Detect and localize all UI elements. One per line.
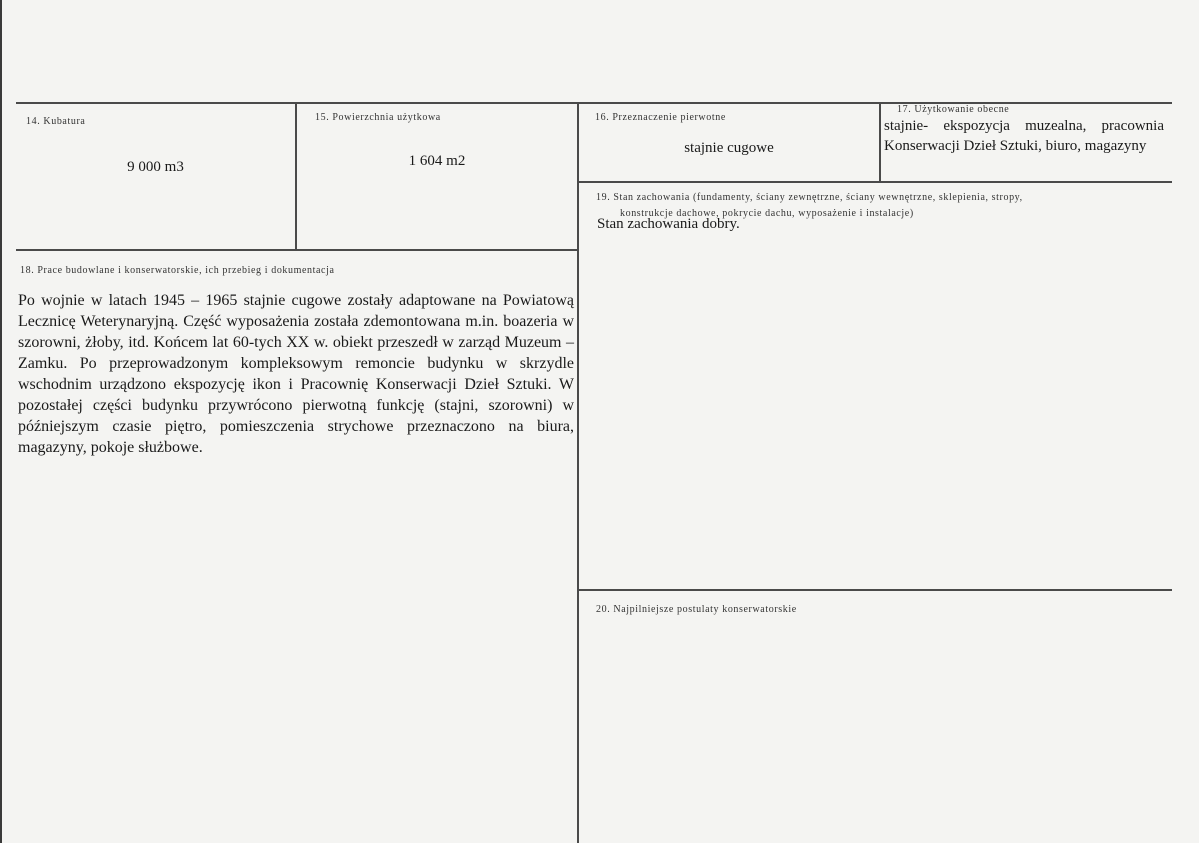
divider xyxy=(579,589,1172,591)
field-17-value: stajnie- ekspozycja muzealna, pracownia Konserwacji Dzieł Sztuki, biuro, magazyny xyxy=(884,118,1164,154)
field-17-label: 17. Użytkowanie obecne xyxy=(897,104,1010,115)
divider xyxy=(879,102,881,182)
field-16-label: 16. Przeznaczenie pierwotne xyxy=(595,112,726,123)
field-19-value: Stan zachowania dobry. xyxy=(597,216,740,232)
divider xyxy=(16,249,579,251)
divider xyxy=(577,102,579,843)
field-14-value: 9 000 m3 xyxy=(127,159,184,175)
field-18-label: 18. Prace budowlane i konserwatorskie, ich przebieg i dokumentacja xyxy=(20,265,335,276)
field-19-label-line2: konstrukcje dachowe, pokrycie dachu, wyposażenie i instalacje) xyxy=(620,208,914,219)
field-14-label: 14. Kubatura xyxy=(26,116,86,127)
field-19-label-line1: 19. Stan zachowania (fundamenty, ściany zewnętrzne, ściany wewnętrzne, sklepienia, stropy, xyxy=(596,192,1023,203)
field-20-label: 20. Najpilniejsze postulaty konserwatorskie xyxy=(596,604,797,615)
field-15-label: 15. Powierzchnia użytkowa xyxy=(315,112,441,123)
field-18-value: Po wojnie w latach 1945 – 1965 stajnie cugowe zostały adaptowane na Powiatową Lecznicę Weterynaryjną. Część wyposażenia została zdemontowana m.in. boazeria w szorowni, żłoby, itd. Końcem lat 60-tych XX w. obiekt przeszedł w zarząd Muzeum – Zamku. Po przeprowadzonym kompleksowym remoncie budynku w skrzydle wschodnim urządzono ekspozycję ikon i Pracownię Konserwacji Dzieł Sztuki. W pozostałej części budynku przywrócono pierwotną funkcję (stajni, szorowni) w późniejszym czasie piętro, pomieszczenia strychowe przeznaczono na biura, magazyny, pokoje służbowe. xyxy=(18,292,574,456)
divider xyxy=(579,181,1172,183)
divider xyxy=(295,102,297,250)
field-16-value: stajnie cugowe xyxy=(684,140,774,156)
page-edge xyxy=(0,0,2,843)
field-15-value: 1 604 m2 xyxy=(408,153,466,169)
